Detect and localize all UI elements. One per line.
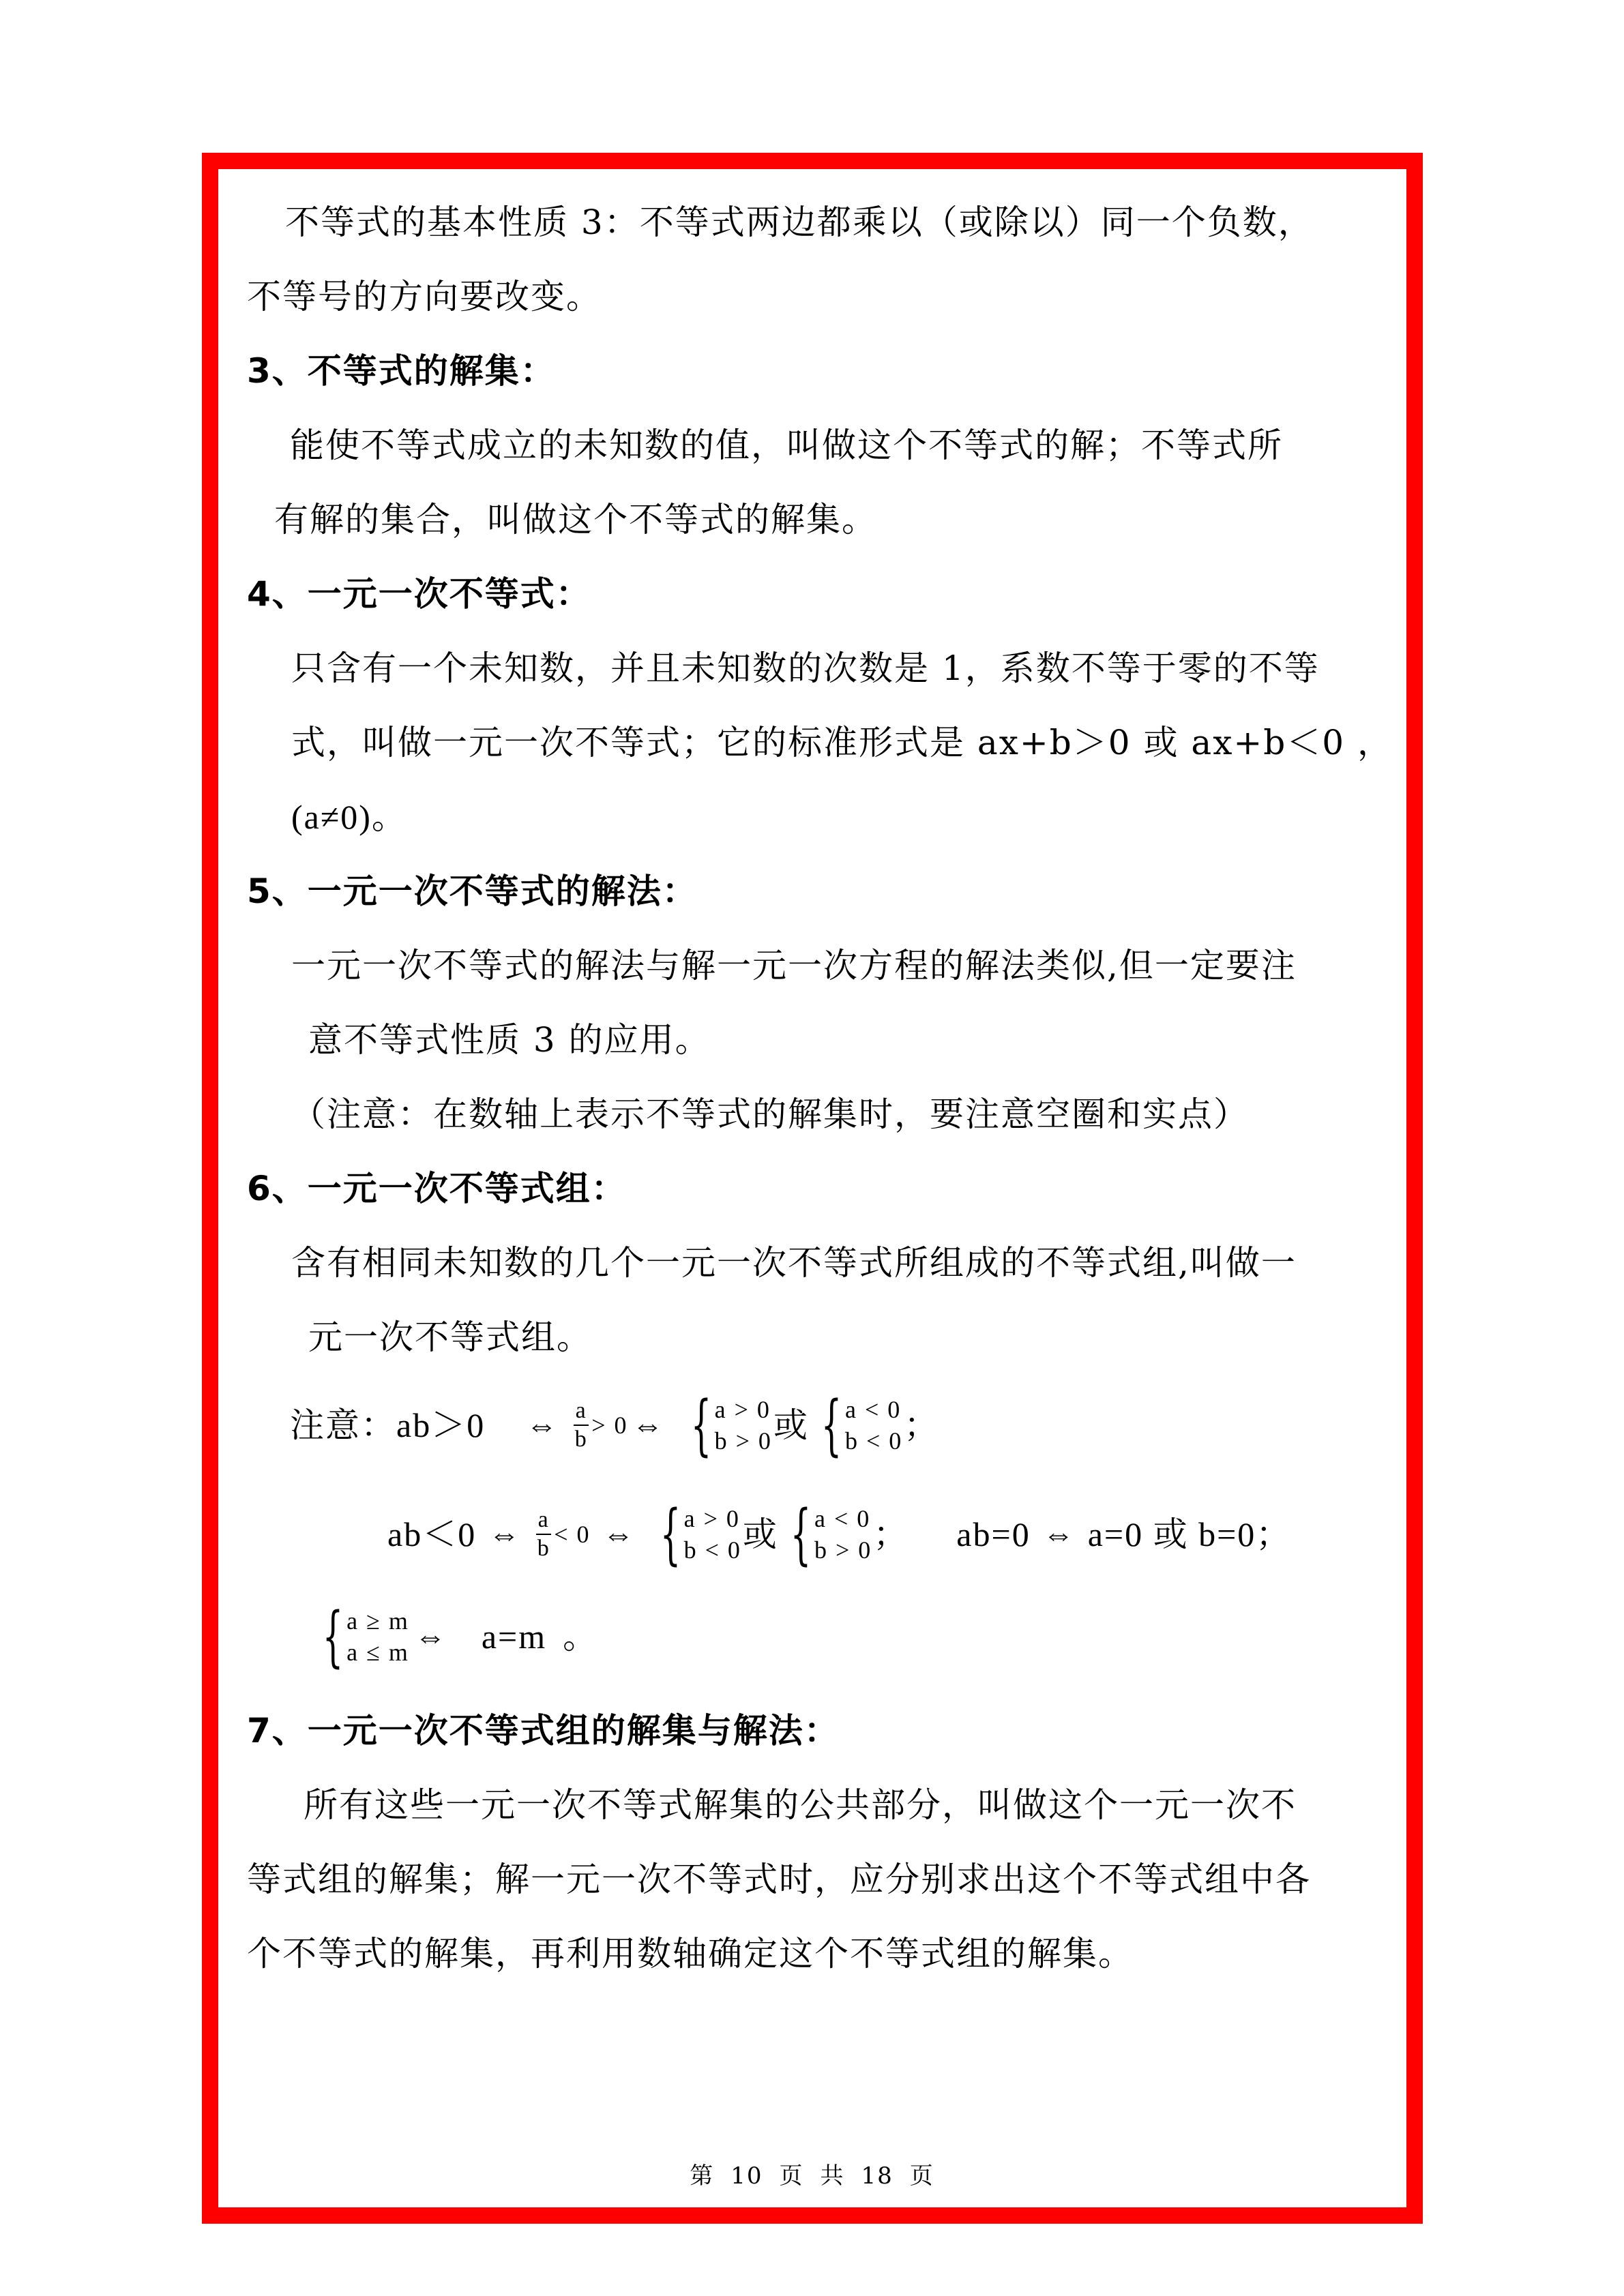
semicolon: ； [904,1406,940,1444]
section5-note: （注意：在数轴上表示不等式的解集时，要注意空圈和实点） [291,1094,1249,1134]
system-row: a < 0 [844,1396,902,1423]
property3-line1: 不等式的基本性质 3：不等式两边都乘以（或除以）同一个负数， [285,203,1314,242]
fraction-relation: > 0 [591,1412,628,1439]
iff-symbol: ⇔ [488,1517,522,1551]
section3-heading: 3、不等式的解集： [247,351,556,391]
section5-body-line1: 一元一次不等式的解法与解一元一次方程的解法类似,但一定要注 [291,946,1297,985]
period: 。 [563,1617,599,1656]
section7-body-line3: 个不等式的解集，再利用数轴确定这个不等式组的解集。 [247,1934,1134,1973]
system-row: a > 0 [714,1396,771,1423]
section3-body-line2: 有解的集合，叫做这个不等式的解集。 [274,500,877,539]
footer-prefix: 第 [690,2162,715,2190]
iff-symbol: ⇔ [526,1407,559,1442]
fraction-numerator: a [575,1398,587,1423]
left-brace-icon: { [690,1387,712,1463]
section5-body-line2: 意不等式性质 3 的应用。 [308,1020,711,1060]
property3-line2: 不等号的方向要改变。 [247,277,602,316]
iff-symbol: ⇔ [1042,1517,1076,1551]
system-row: a > 0 [683,1505,740,1532]
fraction-a-over-b [574,1399,589,1452]
formula-ab-negative [387,1496,1292,1572]
fraction-bar [574,1425,589,1426]
fraction-a-over-b [536,1508,551,1561]
formula-rhs: a=m [481,1617,547,1656]
semicolon: ； [873,1515,909,1553]
system-row: b > 0 [714,1427,772,1455]
section5-heading: 5、一元一次不等式的解法： [247,871,698,911]
section4-heading: 4、一元一次不等式： [247,574,591,614]
current-page-number: 10 [730,2162,763,2190]
or-word: 或 [773,1406,809,1444]
formula-a-equals-m [310,1598,599,1675]
total-pages-number: 18 [861,2162,894,2190]
left-brace-icon: { [790,1496,812,1572]
fraction-relation: < 0 [554,1521,591,1548]
left-brace-icon: { [322,1598,344,1675]
section7-heading: 7、一元一次不等式组的解集与解法： [247,1711,840,1750]
formula-ab-positive [290,1387,940,1463]
section4-body-line3: (a≠0)。 [291,798,407,836]
inequality-system-1 [680,1387,772,1463]
left-brace-icon: { [660,1496,681,1572]
left-brace-icon: { [821,1387,843,1463]
formula-lhs: ab＜0 [387,1515,477,1553]
system-row: b > 0 [814,1536,872,1564]
section7-body-line1: 所有这些一元一次不等式解集的公共部分，叫做这个一元一次不 [304,1785,1297,1825]
or-word: 或 [742,1515,778,1553]
fraction-denominator: b [574,1427,588,1452]
fraction-bar [536,1534,551,1535]
section6-body-line1: 含有相同未知数的几个一元一次不等式所组成的不等式组,叫做一 [291,1243,1297,1283]
note-label: 注意： [290,1406,396,1444]
system-row: b < 0 [683,1536,741,1564]
iff-symbol: ⇔ [414,1619,447,1654]
system-row: a ≤ m [346,1639,409,1666]
section4-body-line2: 式，叫做一元一次不等式；它的标准形式是 ax+b＞0 或 ax+b＜0 ， [291,723,1393,762]
fraction-numerator: a [537,1507,550,1532]
section7-body-line2: 等式组的解集；解一元一次不等式时，应分别求出这个不等式组中各 [247,1860,1311,1899]
iff-symbol: ⇔ [632,1407,665,1442]
system-row: a ≥ m [346,1607,409,1635]
system-row: a < 0 [814,1505,871,1532]
section3-body-line1: 能使不等式成立的未知数的值，叫做这个不等式的解；不等式所 [290,426,1283,465]
section4-body-line1: 只含有一个未知数，并且未知数的次数是 1，系数不等于零的不等 [291,648,1320,688]
system-row: b < 0 [844,1427,903,1455]
inequality-system [312,1598,409,1675]
inequality-system-2 [780,1496,872,1572]
footer-suffix: 页 [909,2162,934,2190]
inequality-system-2 [810,1387,903,1463]
zero-product-lhs: ab=0 [956,1515,1031,1553]
iff-symbol: ⇔ [602,1517,636,1551]
zero-product-rhs: a=0 或 b=0； [1087,1515,1292,1553]
footer-page-word: 页 [779,2162,804,2190]
page-footer [0,2157,1624,2190]
footer-total-word: 共 [820,2162,845,2190]
inequality-system-1 [649,1496,741,1572]
section6-heading: 6、一元一次不等式组： [247,1169,627,1208]
formula-lhs: ab＞0 [396,1406,486,1444]
section6-body-line2: 元一次不等式组。 [308,1317,592,1357]
fraction-denominator: b [537,1536,550,1561]
